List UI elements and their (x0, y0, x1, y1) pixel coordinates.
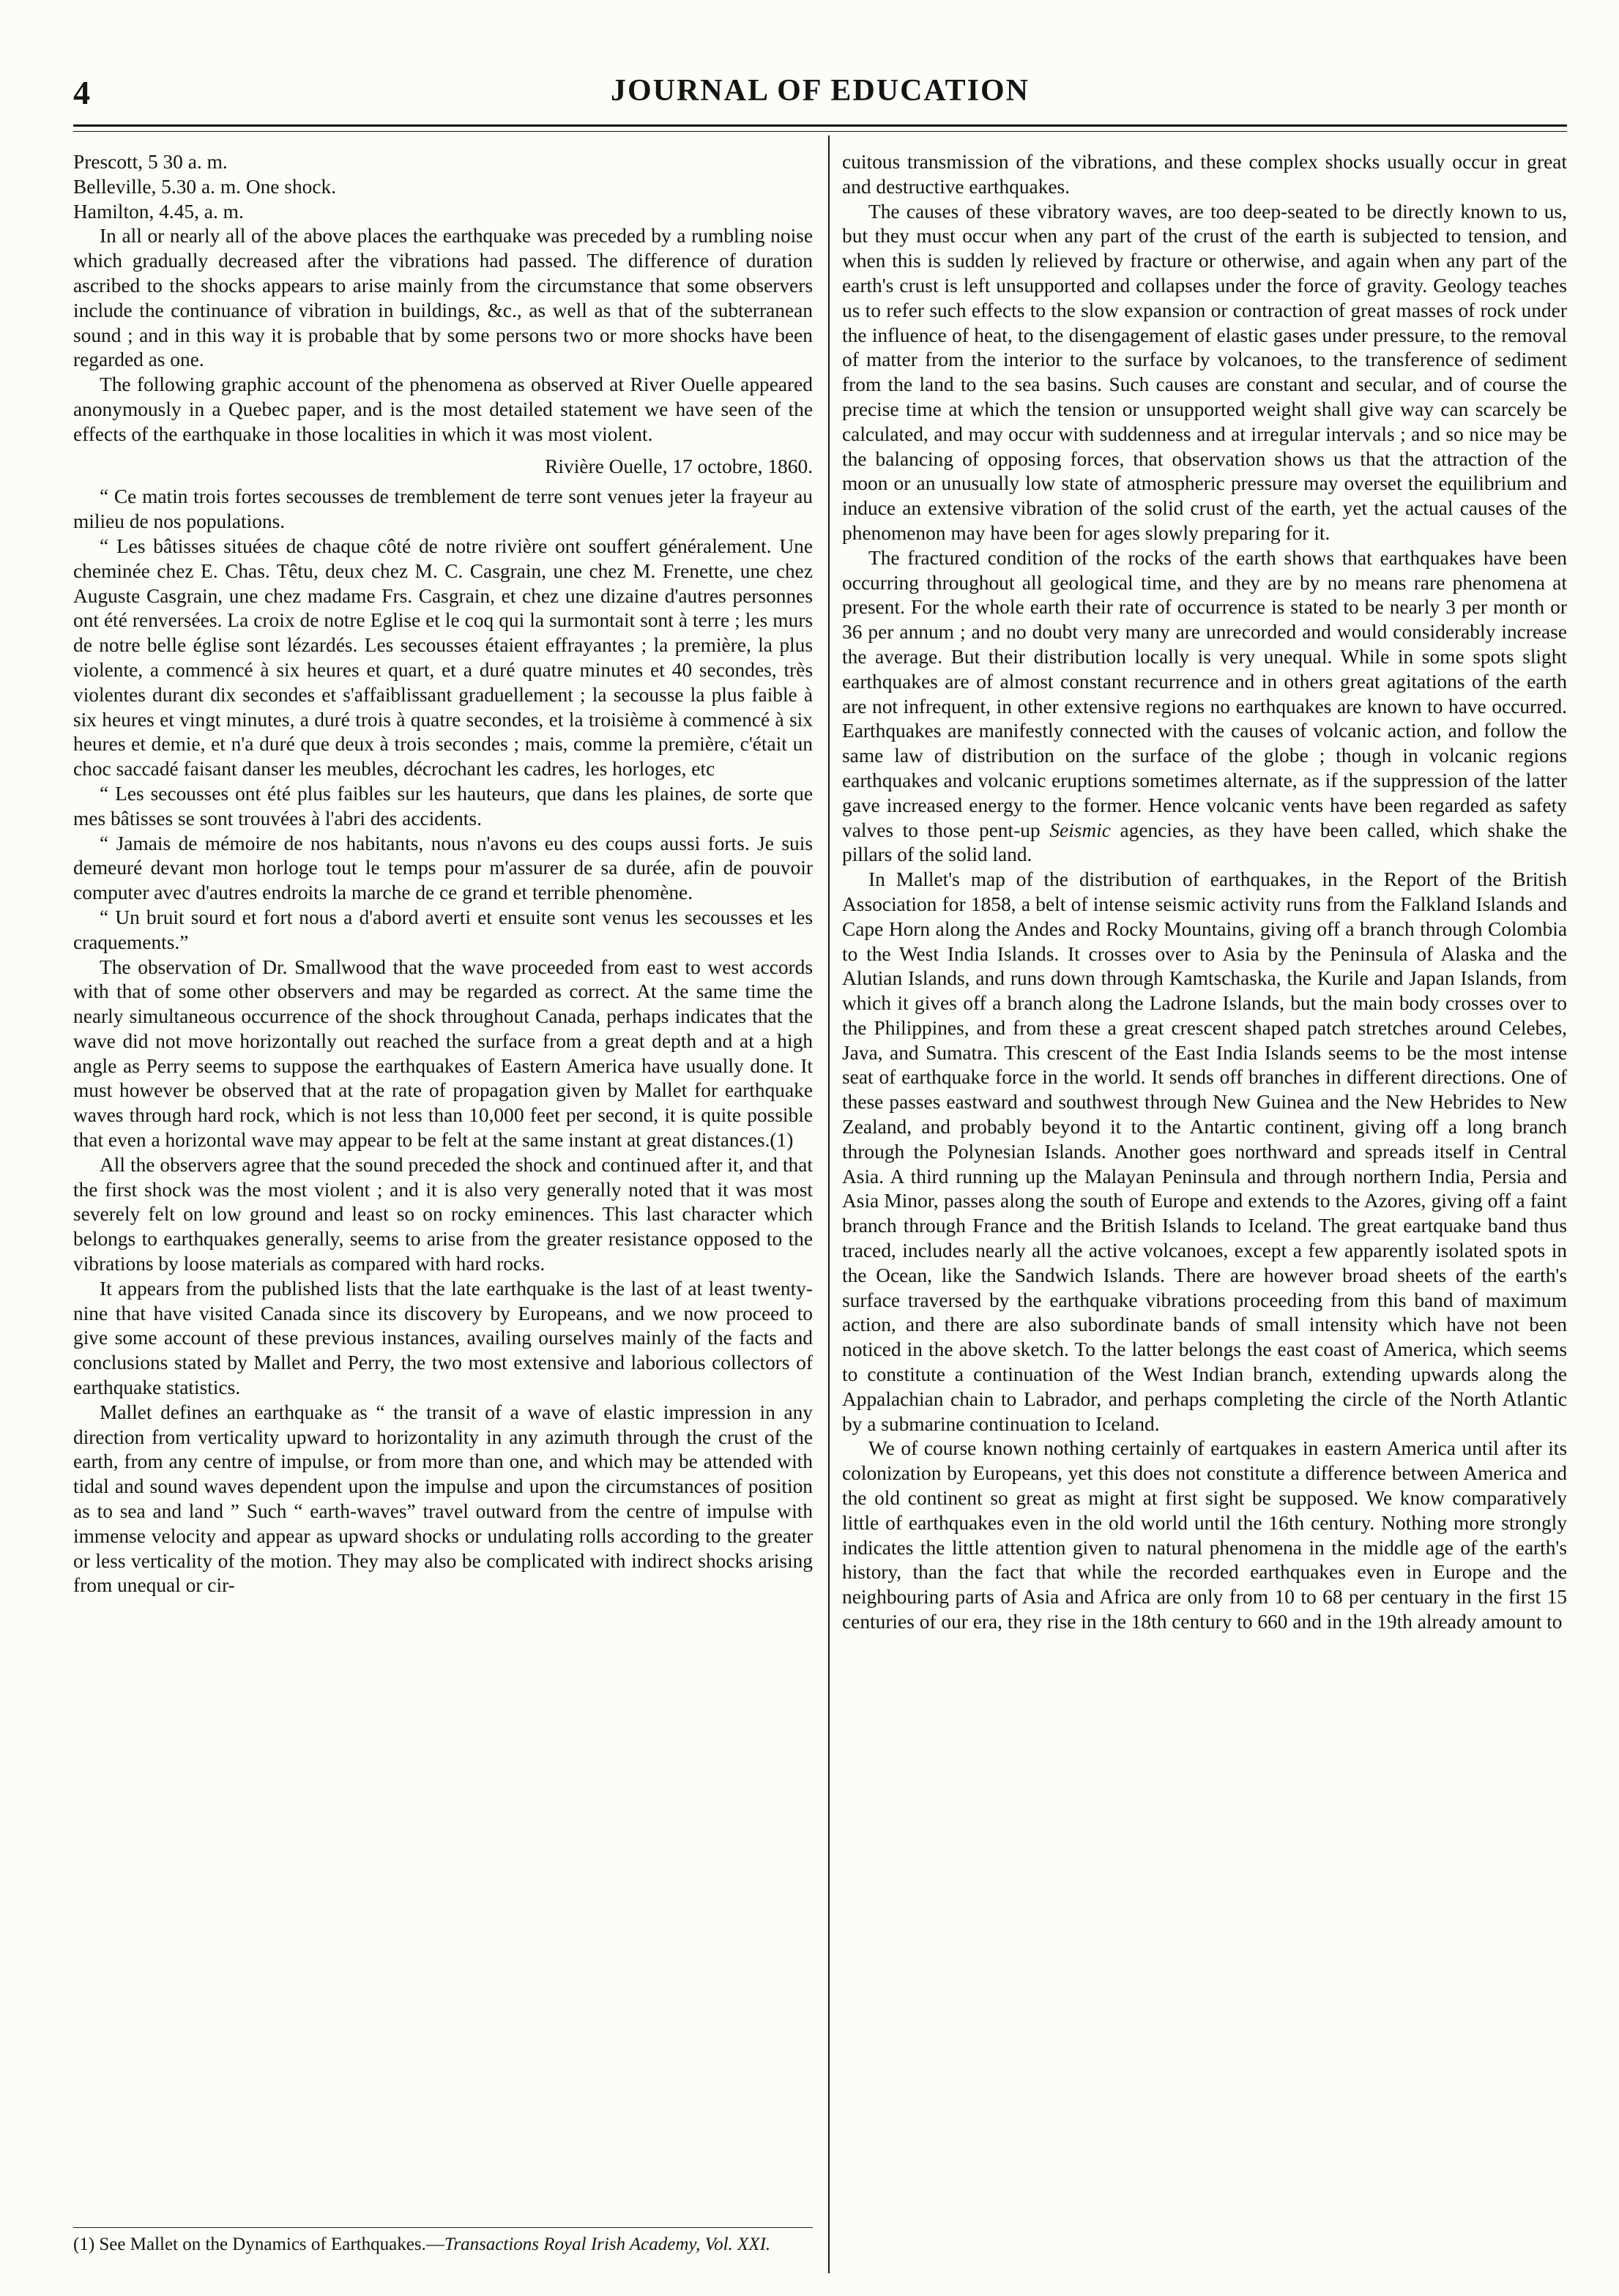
running-title: JOURNAL OF EDUCATION (610, 74, 1030, 108)
paragraph: The causes of these vibratory waves, are too deep-seated to be directly known to us, but they must occur when any part of the crust of the earth is subjected to tension, and when this is sudden ly relieved by fracture or otherwise, and again when any part of the earth's crust is left unsupported and collapses under the force of gravity. Geology teaches us to refer such effects to the slow expansion or contraction of great masses of rock under the influence of heat, to the disengagement of elastic gases under pressure, to the removal of matter from the interior to the surface by volcanoes, to the transference of sediment from the land to the sea basins. Such causes are constant and secular, and of course the precise time at which the tension or unsupported weight shall give way can scarcely be calculated, and may occur with suddenness and at irregular intervals ; and so nice may be the balancing of opposing forces, that observation shows us that the attraction of the moon or an unusually low state of atmospheric pressure may overset the equilibrium and induce an extensive vibration of the solid crust of the earth, yet the actual causes of the phenomenon may have been for ages slowly preparing for it. (842, 200, 1567, 544)
paragraph: All the observers agree that the sound preceded the shock and continued after it, and that the first shock was the most violent ; and it is also very generally noted that it was most severely felt on low ground and least so on rocky eminences. This last character which belongs to earthquakes generally, seems to arise from the greater resistance opposed to the vibrations by loose materials as compared with hard rocks. (73, 1153, 813, 1275)
page-number: 4 (73, 74, 90, 111)
header-rule-thick (73, 124, 1567, 127)
paragraph: We of course known nothing certainly of eartquakes in eastern America until after its colonization by Europeans, yet this does not constitute a difference between America and the old continent so great as might at first sight be supposed. We know comparatively little of earthquakes even in the old world until the 16th century. Nothing more strongly indicates the little attention given to natural phenomena in the middle age of the earth's history, than the fact that while the recorded earthquakes even in Europe and the neighbouring parts of Asia and Africa are only from 10 to 68 per centuary in the first 15 centuries of our era, they rise in the 18th century to 660 and in the 19th already amount to (842, 1437, 1567, 1633)
footnote-rule (73, 2227, 813, 2228)
paragraph: Mallet defines an earthquake as “ the transit of a wave of elastic impression in any direction from verticality upward to horizontality in any azimuth through the crust of the earth, from any centre of impulse, or from more than one, and which may be attended with tidal and sound waves dependent upon the impulse and upon the circumstances of position as to sea and land ” Such “ earth-waves” travel outward from the centre of impulse with immense velocity and appear as upward shocks or undulating rolls according to the greater or less verticality of the motion. They may also be complicated with indirect shocks arising from unequal or cir- (73, 1401, 813, 1597)
footnote-text: (1) See Mallet on the Dynamics of Earthquakes.— (73, 2234, 444, 2254)
header-rule-thin (73, 131, 1567, 132)
paragraph-text: agencies, as they have been called, which shake the pillars of the solid land. (842, 819, 1567, 866)
paragraph: It appears from the published lists that the late earthquake is the last of at least twenty-nine that have visited Canada since its discovery by Europeans, and we now proceed to give some account of these previous instances, availing ourselves mainly of the facts and conclusions stated by Mallet and Perry, the two most extensive and laborious collectors of earthquake statistics. (73, 1277, 813, 1399)
paragraph: Belleville, 5.30 a. m. One shock. (73, 175, 337, 198)
dateline: Rivière Ouelle, 17 octobre, 1860. (545, 455, 813, 477)
paragraph (842, 546, 1567, 868)
paragraph: Hamilton, 4.45, a. m. (73, 200, 244, 223)
paragraph: “ Les bâtisses situées de chaque côté de notre rivière ont souffert généralement. Une cheminée chez E. Chas. Têtu, deux chez M. C. Casgrain, une chez M. Frenette, une chez Auguste Casgrain, une chez madame Frs. Casgrain, et chez une dizaine d'autres personnes ont été renversées. La croix de notre Eglise et le coq qui la surmontait sont à terre ; les murs de notre belle église sont lézardés. Les secousses étaient effrayantes ; la première, la plus violente, a commencé à six heures et quart, et a duré quatre minutes et 40 secondes, très violentes durant dix secondes et s'affaiblissant graduellement ; la secousse la plus faible à six heures et vingt minutes, a duré trois à quatre secondes, et la troisième à commencé à six heures et demie, et n'a duré que deux à trois secondes ; mais, comme la première, c'était un choc saccadé faisant danser les meubles, décrochant les cadres, les horloges, etc (73, 534, 813, 780)
footnote-citation: Transactions Royal Irish Academy, Vol. XXI. (444, 2234, 771, 2254)
paragraph-text: The fractured condition of the rocks of the earth shows that earthquakes have been occurring throughout all geological time, and they are by no means rare phenomena at present. For the whole earth their rate of occurrence is stated to be nearly 3 per month or 36 per annum ; and no doubt very many are unrecorded and would considerably increase the average. But their distribution locally is very unequal. While in some spots slight earthquakes are of almost constant recurrence and in others great agitations of the earth are not infrequent, in other extensive regions no earthquakes are known to have occurred. Earthquakes are manifestly connected with the causes of volcanic action, and follow the same law of distribution on the surface of the globe ; though in volcanic regions earthquakes and volcanic eruptions sometimes alternate, as if the suppression of the latter gave increased energy to the former. Hence volcanic vents have been regarded as safety valves to those pent-up (842, 546, 1567, 841)
paragraph: “ Ce matin trois fortes secousses de tremblement de terre sont venues jeter la frayeur au milieu de nos populations. (73, 485, 813, 533)
right-column (842, 150, 1567, 2273)
paragraph: Prescott, 5 30 a. m. (73, 151, 228, 173)
paragraph: “ Un bruit sourd et fort nous a d'abord averti et ensuite sont venus les secousses et les craquements.” (73, 906, 813, 953)
paragraph: “ Les secousses ont été plus faibles sur les hauteurs, que dans les plaines, de sorte que mes bâtisses se sont trouvées à l'abri des accidents. (73, 782, 813, 830)
page-header (73, 73, 1567, 119)
paragraph: The observation of Dr. Smallwood that the wave proceeded from east to west accords with that of some other observers and may be regarded as correct. At the same time the nearly simultaneous occurrence of the shock throughout Canada, perhaps indicates that the wave did not move horizontally out reached the surface from a great depth and at a high angle as Perry seems to suppose the earthquakes of Eastern America have usually done. It must however be observed that at the rate of propagation given by Mallet for earthquake waves through hard rock, which is not less than 10,000 feet per second, it is quite possible that even a horizontal wave may appear to be felt at the same instant at great distances.(1) (73, 955, 813, 1152)
paragraph: The following graphic account of the phenomena as observed at River Ouelle appeared anonymously in a Quebec paper, and is the most detailed statement we have seen of the effects of the earthquake in those localities in which it was most violent. (73, 373, 813, 445)
seismic-term: Seismic (1049, 819, 1111, 841)
paragraph: “ Jamais de mémoire de nos habitants, nous n'avons eu des coups aussi forts. Je suis demeuré devant mon horloge tout le temps pour m'assurer de sa durée, afin de pouvoir computer avec d'autres endroits la marche de ce grand et terrible phenomène. (73, 832, 813, 904)
paragraph: cuitous transmission of the vibrations, and these complex shocks usually occur in great and destructive earthquakes. (842, 151, 1567, 198)
paragraph: In Mallet's map of the distribution of earthquakes, in the Report of the British Association for 1858, a belt of intense seismic activity runs from the Falkland Islands and Cape Horn along the Andes and Rocky Mountains, giving off a branch through Colombia to the West India Islands. It crosses over to Asia by the Peninsula of Alaska and the Alutian Islands, and runs down through Kamtschaska, the Kurile and Japan Islands, from which it gives off a branch along the Ladrone Islands, but the main body crosses over to the Philippines, and from these a great crescent shaped patch stretches around Celebes, Java, and Sumatra. This crescent of the East India Islands seems to be the most intense seat of earthquake force in the world. It sends off branches in different directions. One of these passes eastward and southwest through New Guinea and the New Hebrides to New Zealand, and probably beyond it to the Antartic continent, giving off a long branch through the Polynesian Islands. Another goes northward and spreads itself in Central Asia. A third running up the Malayan Peninsula and through northern India, Persia and Asia Minor, passes along the south of Europe and extends to the Azores, giving off a faint branch through France and the British Islands to Iceland. The great eartquake band thus traced, includes nearly all the active volcanoes, except a few apparently isolated spots in the Ocean, like the Sandwich Islands. There are however broad sheets of the earth's surface traversed by the earthquake vibrations proceeding from this band of maximum action, and there are also subordinate bands of small intensity which have not been noticed in the above sketch. To the latter belongs the east coast of America, which seems to constitute a continuation of the West Indian branch, extending upwards along the Appalachian chain to Labrador, and perhaps completing the circle of the North Atlantic by a submarine continuation to Iceland. (842, 868, 1567, 1435)
footnote (73, 2233, 813, 2256)
paragraph: In all or nearly all of the above places the earthquake was preceded by a rumbling noise which gradually decreased after the vibrations had passed. The difference of duration ascribed to the shocks appears to arise mainly from the circumstance that some observers include the continuance of vibration in buildings, &c., as well as that of the subterranean sound ; and in this way it is probable that by some persons two or more shocks have been regarded as one. (73, 225, 813, 371)
left-column (73, 150, 813, 2273)
column-divider (828, 135, 830, 2273)
